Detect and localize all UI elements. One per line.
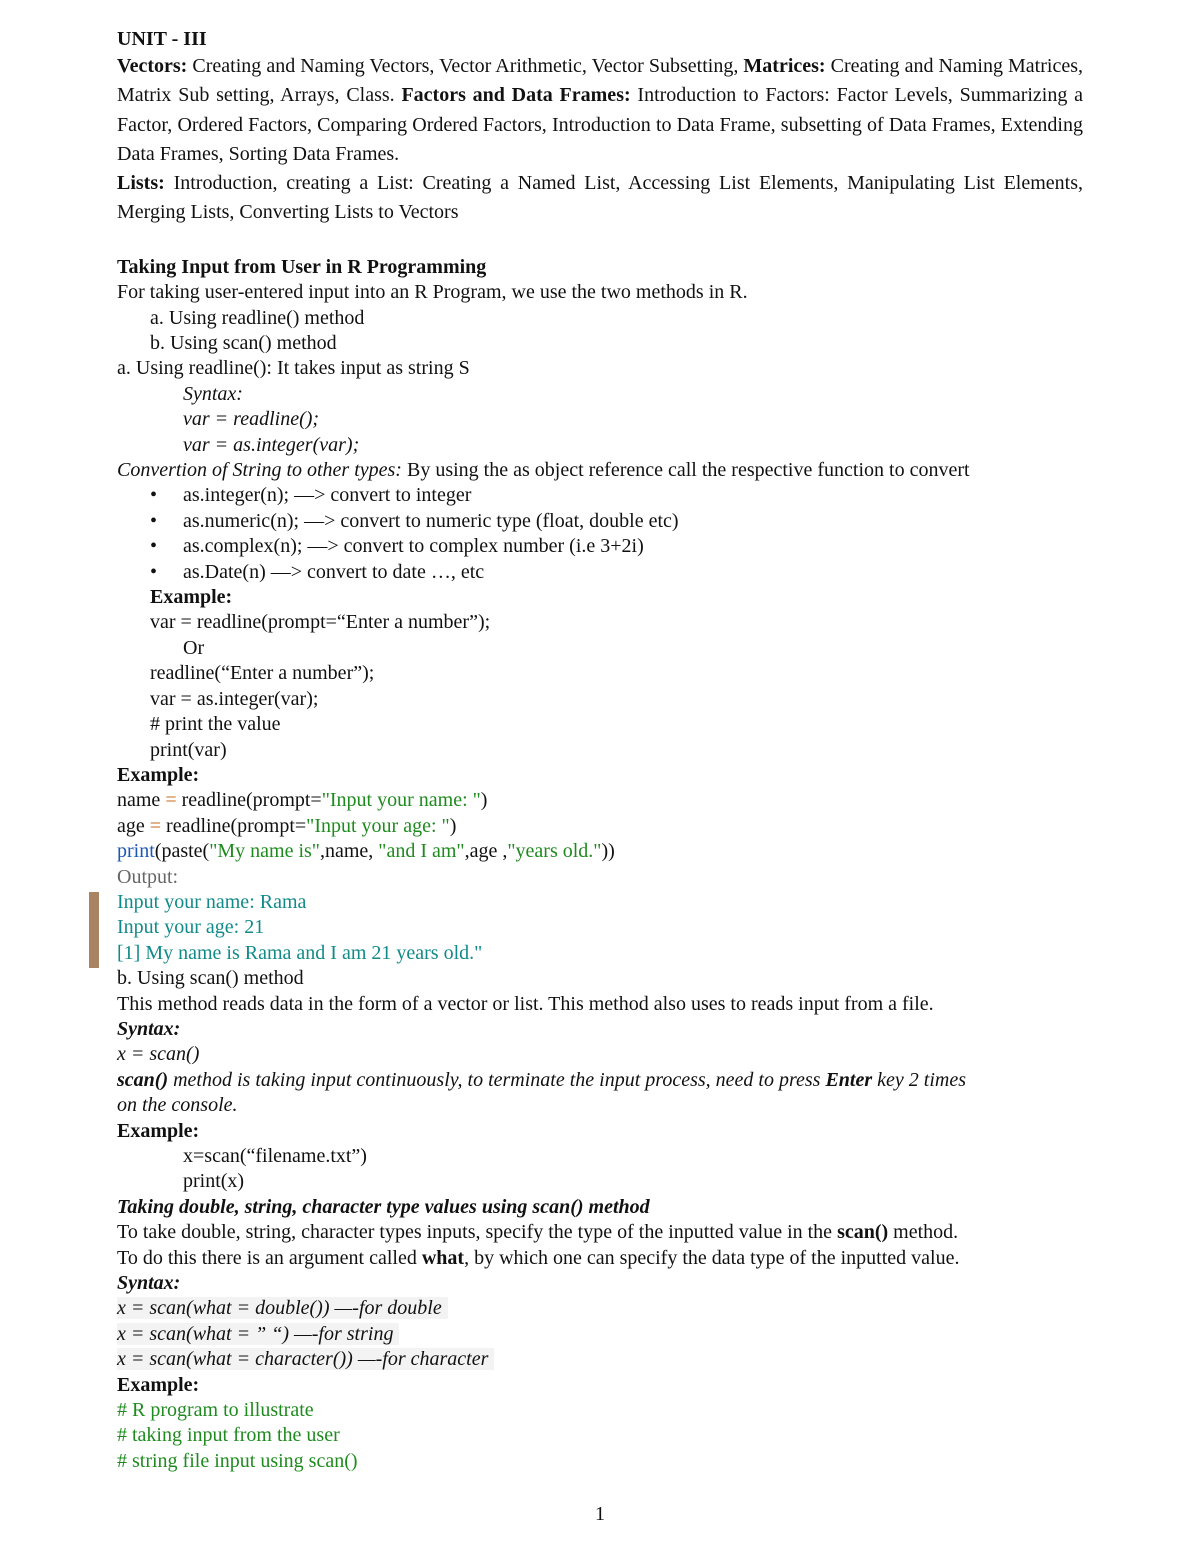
output-line: [1] My name is Rama and I am 21 years old." bbox=[117, 941, 483, 964]
output-label: Output: bbox=[117, 865, 179, 888]
change-bar bbox=[89, 892, 99, 968]
syntax-label: Syntax: bbox=[183, 382, 243, 405]
code-token: age bbox=[117, 814, 150, 837]
conversion-text bbox=[117, 458, 1083, 483]
code-string: "My name is" bbox=[209, 840, 320, 863]
para-text: To do this there is an argument called bbox=[117, 1246, 422, 1269]
lists-text: Introduction, creating a List: Creating a Named List, Accessing List Elements, Manipulating List Elements, Merging Lists, Converting Lists to Vectors bbox=[117, 172, 1083, 224]
syntax-line-2: var = as.integer(var); bbox=[183, 433, 360, 456]
code-token: = bbox=[149, 814, 162, 837]
code-keyword: print bbox=[117, 840, 155, 863]
list-item: • as.complex(n); —> convert to complex number (i.e 3+2i) bbox=[117, 534, 1083, 559]
code-string: "Input your age: " bbox=[306, 814, 450, 837]
output-line: Input your name: Rama bbox=[117, 890, 307, 913]
matrices-label: Matrices: bbox=[743, 55, 826, 77]
syntax2-line bbox=[117, 1296, 1083, 1321]
syntax2-line bbox=[117, 1347, 1083, 1372]
para-text: To take double, string, character types inputs, specify the type of the inputted value in the bbox=[117, 1221, 838, 1244]
list-item: • as.numeric(n); —> convert to numeric type (float, double etc) bbox=[117, 509, 1083, 534]
code-string: "and I am" bbox=[378, 840, 465, 863]
syntax2-text: x = scan(what = character()) —-for character bbox=[117, 1348, 494, 1370]
scan-desc: This method reads data in the form of a vector or list. This method also uses to reads input from a file. bbox=[117, 992, 934, 1015]
code-comment: # string file input using scan() bbox=[117, 1449, 358, 1472]
code-token: name bbox=[117, 789, 166, 812]
code-token: = bbox=[165, 789, 177, 812]
example-line: var = readline(prompt=“Enter a number”); bbox=[150, 611, 491, 634]
code-token: ,age , bbox=[464, 840, 508, 863]
para-bold: what bbox=[421, 1246, 465, 1269]
syntax2-line bbox=[117, 1322, 1083, 1347]
unit-title: UNIT - III bbox=[117, 28, 207, 50]
code-token: ) bbox=[480, 789, 488, 812]
conversion-list bbox=[117, 483, 1083, 585]
scan-example-label: Example: bbox=[117, 1119, 200, 1142]
code-comment: # taking input from the user bbox=[117, 1424, 340, 1447]
para-text: , by which one can specify the data type of the inputted value. bbox=[464, 1246, 960, 1269]
syllabus-paragraph bbox=[117, 52, 1083, 228]
document-page bbox=[117, 26, 1083, 1474]
example-label: Example: bbox=[150, 586, 233, 609]
code-line-name bbox=[117, 788, 1083, 813]
code-comment: # R program to illustrate bbox=[117, 1399, 314, 1422]
syntax2-label: Syntax: bbox=[117, 1272, 181, 1295]
code-token: ,name, bbox=[319, 840, 379, 863]
para-text: method. bbox=[888, 1221, 959, 1244]
example-line: Or bbox=[183, 636, 205, 659]
example-line: # print the value bbox=[150, 713, 281, 736]
note-text: method is taking input continuously, to terminate the input process, need to press bbox=[168, 1068, 826, 1091]
matrices-text: Creating and Naming Matrices, Matrix Sub setting, Arrays, Class. bbox=[117, 55, 1083, 107]
scan-subheading: Taking double, string, character type values using scan() method bbox=[117, 1195, 650, 1218]
example2-label: Example: bbox=[117, 763, 200, 786]
method-b: b. Using scan() method bbox=[150, 332, 337, 354]
example-line: print(var) bbox=[150, 738, 227, 761]
factors-label: Factors and Data Frames: bbox=[401, 84, 631, 107]
code-token: )) bbox=[601, 840, 615, 863]
note-text: key 2 times bbox=[872, 1068, 966, 1091]
list-item: • as.integer(n); —> convert to integer bbox=[117, 483, 1083, 508]
vectors-text: Creating and Naming Vectors, Vector Arithmetic, Vector Subsetting, bbox=[187, 55, 744, 77]
scan-example-line: print(x) bbox=[183, 1170, 245, 1193]
code-string: "years old." bbox=[507, 840, 602, 863]
syntax2-text: x = scan(what = double()) —-for double bbox=[117, 1297, 448, 1319]
code-token: (paste( bbox=[154, 840, 210, 863]
page-number: 1 bbox=[595, 1503, 605, 1525]
scan-example-line: x=scan(“filename.txt”) bbox=[183, 1145, 367, 1167]
example-line: var = as.integer(var); bbox=[150, 687, 319, 710]
note-bold: scan() bbox=[117, 1068, 169, 1091]
scan-heading: b. Using scan() method bbox=[117, 967, 304, 990]
factors-text: Introduction to Factors: Factor Levels, Summarizing a Factor, Ordered Factors, Comparing Ordered Factors, Introduction to Data Frame, subsetting of Data Frames, Extending Data Frames, Sorting Data Frames. bbox=[117, 84, 1084, 165]
example-line: readline(“Enter a number”); bbox=[150, 662, 375, 685]
code-line-age bbox=[117, 814, 1083, 839]
code-line-print bbox=[117, 839, 1083, 864]
note-enter: Enter bbox=[825, 1068, 873, 1091]
example3-label: Example: bbox=[117, 1373, 200, 1396]
code-string: "Input your name: " bbox=[321, 789, 481, 812]
scan-para-2 bbox=[117, 1246, 1083, 1271]
scan-syntax-label: Syntax: bbox=[117, 1017, 181, 1040]
lists-label: Lists: bbox=[117, 172, 165, 195]
scan-note bbox=[117, 1068, 1083, 1093]
scan-para-1 bbox=[117, 1220, 1083, 1245]
code-token: ) bbox=[449, 814, 457, 837]
output-line: Input your age: 21 bbox=[117, 916, 265, 939]
section-heading: Taking Input from User in R Programming bbox=[117, 255, 487, 278]
code-token: readline(prompt= bbox=[176, 789, 322, 812]
vectors-label: Vectors: bbox=[117, 55, 188, 77]
readline-desc: a. Using readline(): It takes input as string S bbox=[117, 357, 470, 380]
code-token: readline(prompt= bbox=[161, 814, 307, 837]
scan-syntax: x = scan() bbox=[117, 1043, 200, 1066]
syntax-line-1: var = readline(); bbox=[183, 408, 320, 431]
list-item: • as.Date(n) —> convert to date …, etc bbox=[117, 560, 1083, 585]
scan-note-cont: on the console. bbox=[117, 1094, 238, 1117]
conversion-desc: By using the as object reference call the respective function to convert bbox=[401, 459, 970, 482]
intro-text: For taking user-entered input into an R Program, we use the two methods in R. bbox=[117, 281, 748, 304]
method-a: a. Using readline() method bbox=[150, 306, 365, 329]
syntax2-text: x = scan(what = ” “) —-for string bbox=[117, 1323, 399, 1345]
para-bold: scan() bbox=[837, 1221, 889, 1244]
conversion-label: Convertion of String to other types: bbox=[117, 459, 402, 482]
